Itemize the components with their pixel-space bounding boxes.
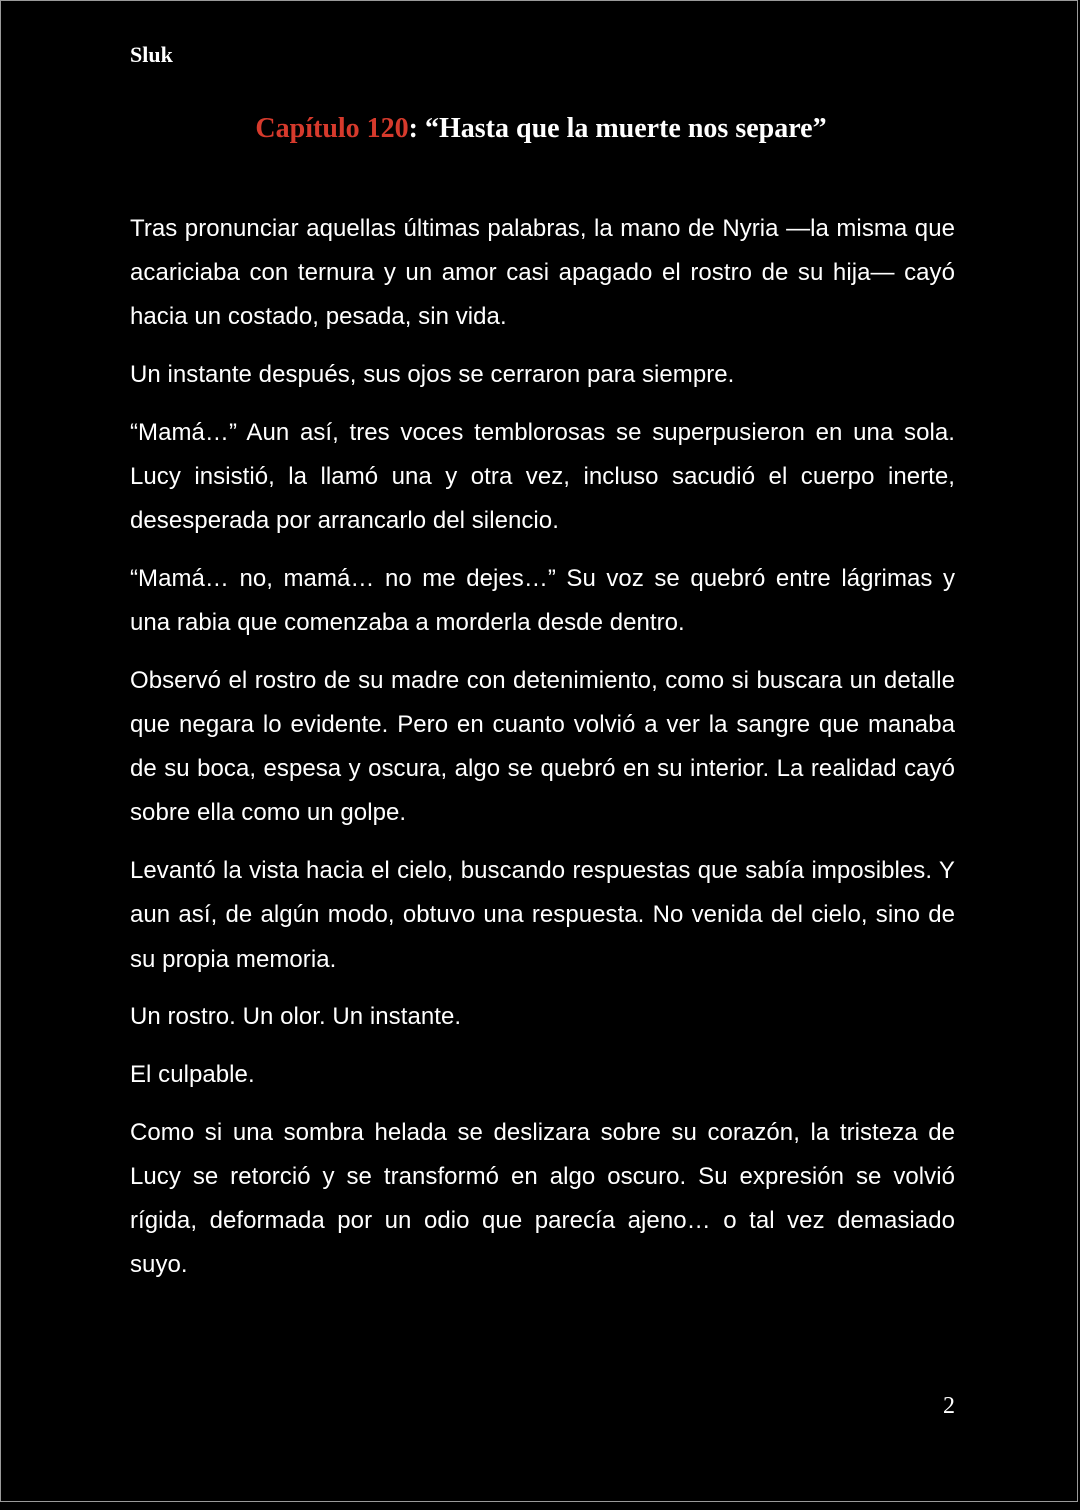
chapter-title [1, 111, 1080, 147]
paragraph: Un rostro. Un olor. Un instante. [130, 1003, 462, 1031]
chapter-body [130, 207, 955, 1301]
author-header: Sluk [130, 42, 173, 67]
paragraph: “Mamá…” Aun así, tres voces temblorosas se superpusieron en una sola. Lucy insistió, la llamó una y otra vez, incluso sacudió el cuerpo inerte, desesperada por arrancarlo del silencio. [130, 418, 955, 535]
paragraph: “Mamá… no, mamá… no me dejes…” Su voz se quebró entre lágrimas y una rabia que comenzaba a morderla desde dentro. [130, 564, 955, 637]
paragraph: Tras pronunciar aquellas últimas palabras, la mano de Nyria —la misma que acariciaba con ternura y un amor casi apagado el rostro de su hija— cayó hacia un costado, pesada, sin vida. [130, 215, 955, 331]
paragraph: El culpable. [130, 1060, 255, 1088]
paragraph: Levantó la vista hacia el cielo, buscando respuestas que sabía imposibles. Y aun así, de algún modo, obtuvo una respuesta. No venida del cielo, sino de su propia memoria. [130, 857, 955, 973]
paragraph: Como si una sombra helada se deslizara sobre su corazón, la tristeza de Lucy se retorció y se transformó en algo oscuro. Su expresión se volvió rígida, deformada por un odio que parecía ajeno… o tal vez demasiado suyo. [130, 1118, 955, 1279]
chapter-label: Capítulo 120 [255, 113, 409, 144]
paragraph: Observó el rostro de su madre con detenimiento, como si buscara un detalle que negara lo evidente. Pero en cuanto volvió a ver la sangre que manaba de su boca, espesa y oscura, algo se quebró en su interior. La realidad cayó sobre ella como un golpe. [130, 666, 955, 827]
paragraph: Un instante después, sus ojos se cerraron para siempre. [130, 361, 735, 389]
chapter-separator: : [408, 113, 425, 144]
chapter-name: “Hasta que la muerte nos separe” [425, 113, 827, 144]
page-number: 2 [943, 1393, 955, 1419]
